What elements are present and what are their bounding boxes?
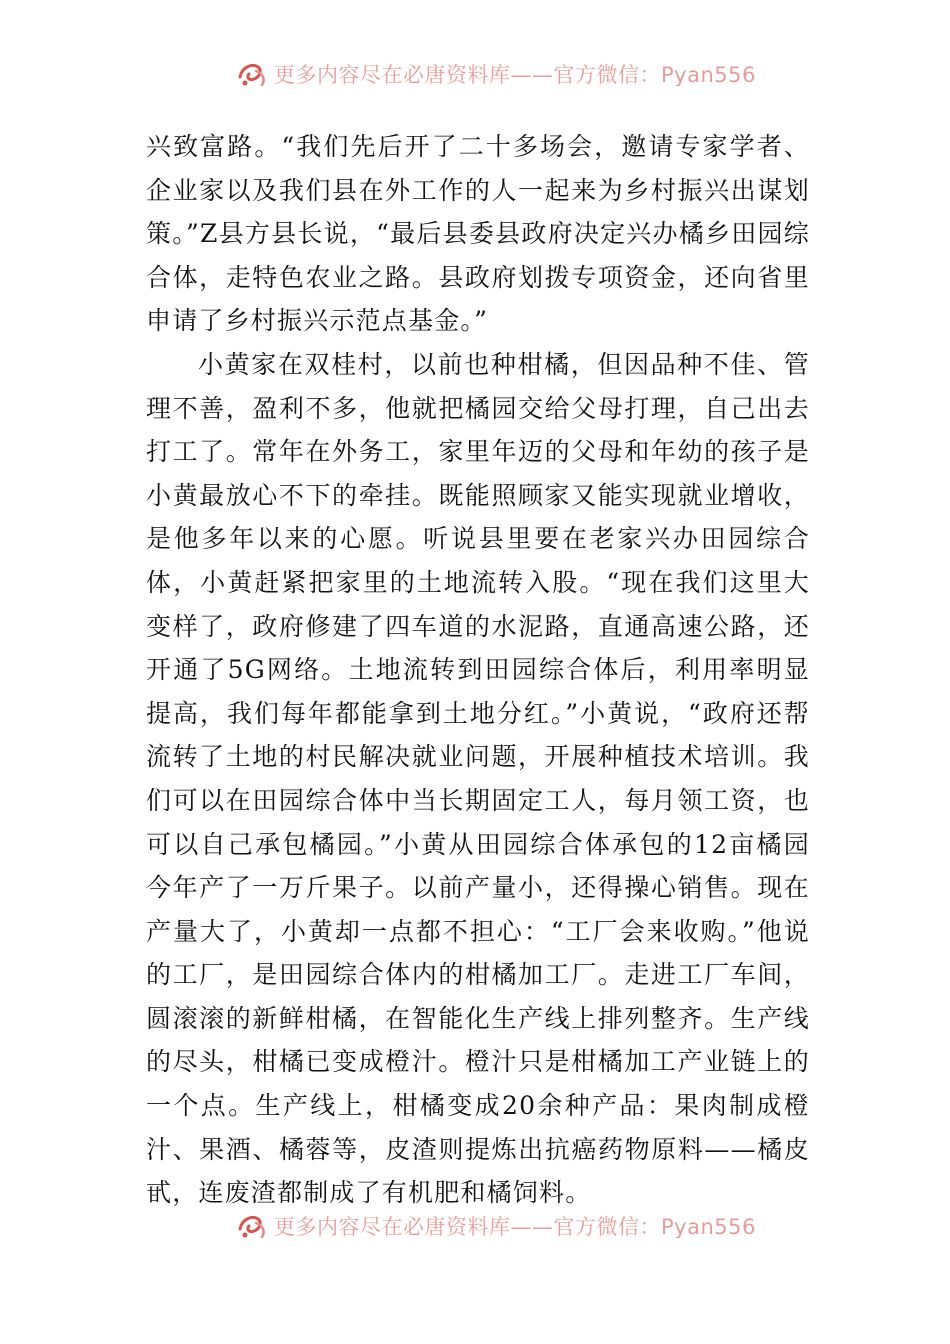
watermark-logo-icon (236, 59, 270, 86)
watermark-logo-icon (236, 1211, 270, 1238)
paragraph-2: 小黄家在双桂村，以前也种柑橘，但因品种不佳、管理不善，盈利不多，他就把橘园交给父母打理，自己出去打工了。常年在外务工，家里年迈的父母和年幼的孩子是小黄最放心不下的牵挂。既能照顾家又能实现就业增收，是他多年以来的心愿。听说县里要在老家兴办田园综合体，小黄赶紧把家里的土地流转入股。“现在我们这里大变样了，政府修建了四车道的水泥路，直通高速公路，还开通了5G网络。土地流转到田园综合体后，利用率明显提高，我们每年都能拿到土地分红。”小黄说，“政府还帮流转了土地的村民解决就业问题，开展种植技术培训。我们可以在田园综合体中当长期固定工人，每月领工资，也可以自己承包橘园。”小黄从田园综合体承包的12亩橘园今年产了一万斤果子。以前产量小，还得操心销售。现在产量大了，小黄却一点都不担心：“工厂会来收购。”他说的工厂，是田园综合体内的柑橘加工厂。走进工厂车间，圆滚滚的新鲜柑橘，在智能化生产线上排列整齐。生产线的尽头，柑橘已变成橙汁。橙汁只是柑橘加工产业链上的一个点。生产线上，柑橘变成20余种产品：果肉制成橙汁、果酒、橘蓉等，皮渣则提炼出抗癌药物原料——橘皮甙，连废渣都制成了有机肥和橘饲料。 (146, 349, 810, 1208)
header-watermark (0, 46, 950, 86)
footer-watermark (0, 1198, 950, 1238)
watermark-text: 更多内容尽在必唐资料库——官方微信：Pyan556 (274, 1215, 756, 1238)
watermark-text: 更多内容尽在必唐资料库——官方微信：Pyan556 (274, 63, 756, 86)
paragraph-1: 兴致富路。“我们先后开了二十多场会，邀请专家学者、企业家以及我们县在外工作的人一起来为乡村振兴出谋划策。”Z县方县长说，“最后县委县政府决定兴办橘乡田园综合体，走特色农业之路。县政府划拨专项资金，还向省里申请了乡村振兴示范点基金。” (146, 132, 810, 336)
article-body (146, 125, 810, 1215)
